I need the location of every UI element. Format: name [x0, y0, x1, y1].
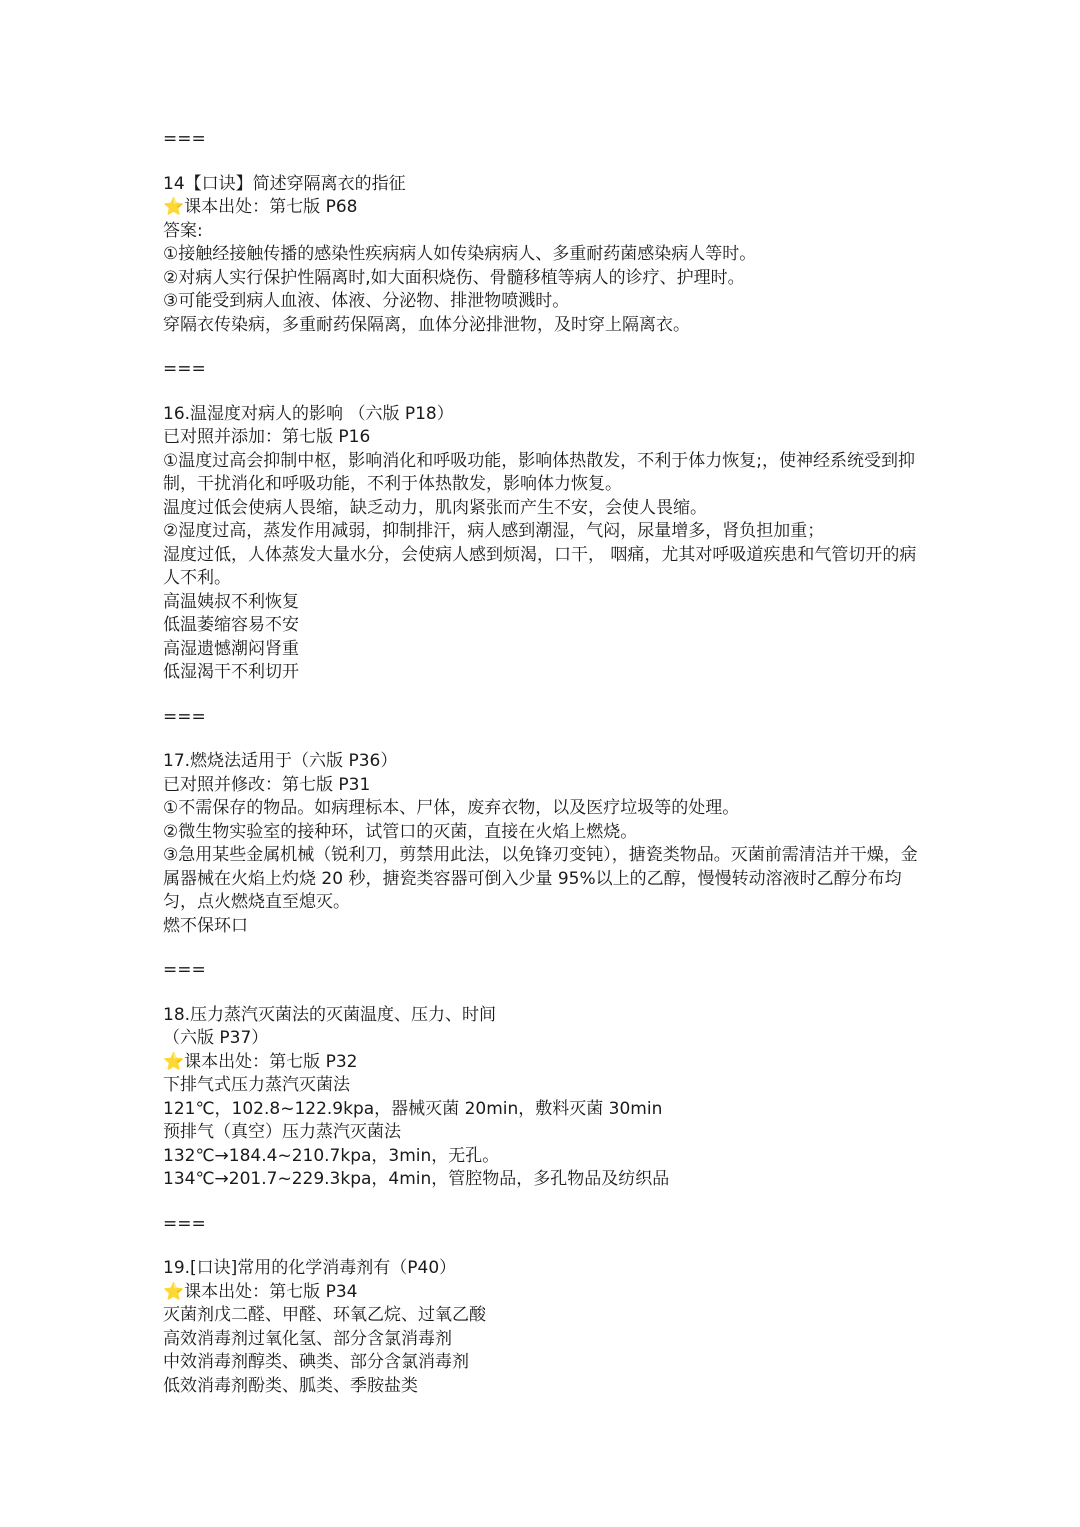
section-separator: === [163, 129, 206, 149]
text-line: ②微生物实验室的接种环，试管口的灭菌，直接在火焰上燃烧。 [163, 821, 638, 842]
text-line: 高温姨叔不利恢复 [163, 591, 299, 612]
text-line: 低湿渴干不利切开 [163, 662, 299, 682]
question-block [163, 173, 923, 338]
question-title: 18.压力蒸汽灭菌法的灭菌温度、压力、时间 [163, 1004, 497, 1025]
text-line: 低效消毒剂酚类、胍类、季胺盐类 [163, 1375, 418, 1396]
text-line: ⭐课本出处：第七版 P34 [163, 1281, 358, 1302]
text-line: 温度过低会使病人畏缩，缺乏动力，肌肉紧张而产生不安，会使人畏缩。 [163, 497, 707, 518]
question-block [163, 1004, 923, 1192]
section-separator: === [163, 1213, 206, 1234]
text-line: ⭐课本出处：第七版 P32 [163, 1051, 358, 1072]
document-body [163, 128, 923, 1419]
question-block [163, 750, 923, 938]
text-line: ③急用某些金属机械（锐利刀，剪禁用此法，以免锋刃变钝），搪瓷类物品。灭菌前需清洁并干燥，金属器械在火焰上灼烧 20 秒，搪瓷类容器可倒入少量 95%以上的乙醇，慢慢转动溶液时乙醇分布均匀，点火燃烧直至熄灭。 [163, 845, 918, 912]
question-title: 19.[口诀]常用的化学消毒剂有（P40） [163, 1258, 457, 1278]
text-line: 134℃→201.7~229.3kpa，4min，管腔物品，多孔物品及纺织品 [163, 1169, 670, 1189]
question-title: 17.燃烧法适用于（六版 P36） [163, 751, 398, 771]
text-line: 燃不保环口 [163, 915, 248, 936]
text-line: 预排气（真空）压力蒸汽灭菌法 [163, 1122, 401, 1142]
text-line: 灭菌剂戊二醛、甲醛、环氧乙烷、过氧乙酸 [163, 1305, 486, 1325]
text-line: （六版 P37） [163, 1028, 269, 1048]
text-line: 低温萎缩容易不安 [163, 615, 299, 635]
text-line: 下排气式压力蒸汽灭菌法 [163, 1075, 350, 1095]
text-line: 穿隔衣传染病，多重耐药保隔离，血体分泌排泄物，及时穿上隔离衣。 [163, 314, 690, 335]
text-line: ⭐课本出处：第七版 P68 [163, 197, 358, 217]
text-line: 已对照并修改：第七版 P31 [163, 774, 371, 795]
section-separator: === [163, 706, 206, 727]
text-line: 中效消毒剂醇类、碘类、部分含氯消毒剂 [163, 1352, 469, 1372]
section-separator: === [163, 359, 206, 379]
text-line: ②对病人实行保护性隔离时,如大面积烧伤、骨髓移植等病人的诊疗、护理时。 [163, 267, 745, 288]
text-line: 已对照并添加：第七版 P16 [163, 427, 371, 447]
text-line: 答案: [163, 220, 203, 241]
text-line: ①接触经接触传播的感染性疾病病人如传染病病人、多重耐药菌感染病人等时。 [163, 244, 757, 264]
question-title: 16.温湿度对病人的影响 （六版 P18） [163, 403, 454, 424]
text-line: 121℃，102.8~122.9kpa，器械灭菌 20min，敷料灭菌 30min [163, 1098, 663, 1119]
text-line: 湿度过低，人体蒸发大量水分，会使病人感到烦渴，口干， 咽痛，尤其对呼吸道疾患和气管切开的病人不利。 [163, 544, 917, 588]
question-block [163, 1257, 923, 1398]
text-line: ②湿度过高，蒸发作用减弱，抑制排汗，病人感到潮湿，气闷，尿量增多，肾负担加重； [163, 521, 825, 541]
text-line: ③可能受到病人血液、体液、分泌物、排泄物喷溅时。 [163, 291, 570, 311]
text-line: 高湿遗憾潮闷肾重 [163, 638, 299, 659]
question-block [163, 403, 923, 685]
question-title: 14【口诀】简述穿隔离衣的指征 [163, 173, 406, 194]
text-line: ①温度过高会抑制中枢，影响消化和呼吸功能，影响体热散发，不利于体力恢复;，使神经系统受到抑制，干扰消化和呼吸功能，不利于体热散发，影响体力恢复。 [163, 450, 915, 494]
section-separator: === [163, 960, 206, 980]
text-line: 132℃→184.4~210.7kpa，3min，无孔。 [163, 1145, 500, 1166]
text-line: ①不需保存的物品。如病理标本、尸体，废弃衣物，以及医疗垃圾等的处理。 [163, 798, 740, 818]
text-line: 高效消毒剂过氧化氢、部分含氯消毒剂 [163, 1328, 452, 1349]
